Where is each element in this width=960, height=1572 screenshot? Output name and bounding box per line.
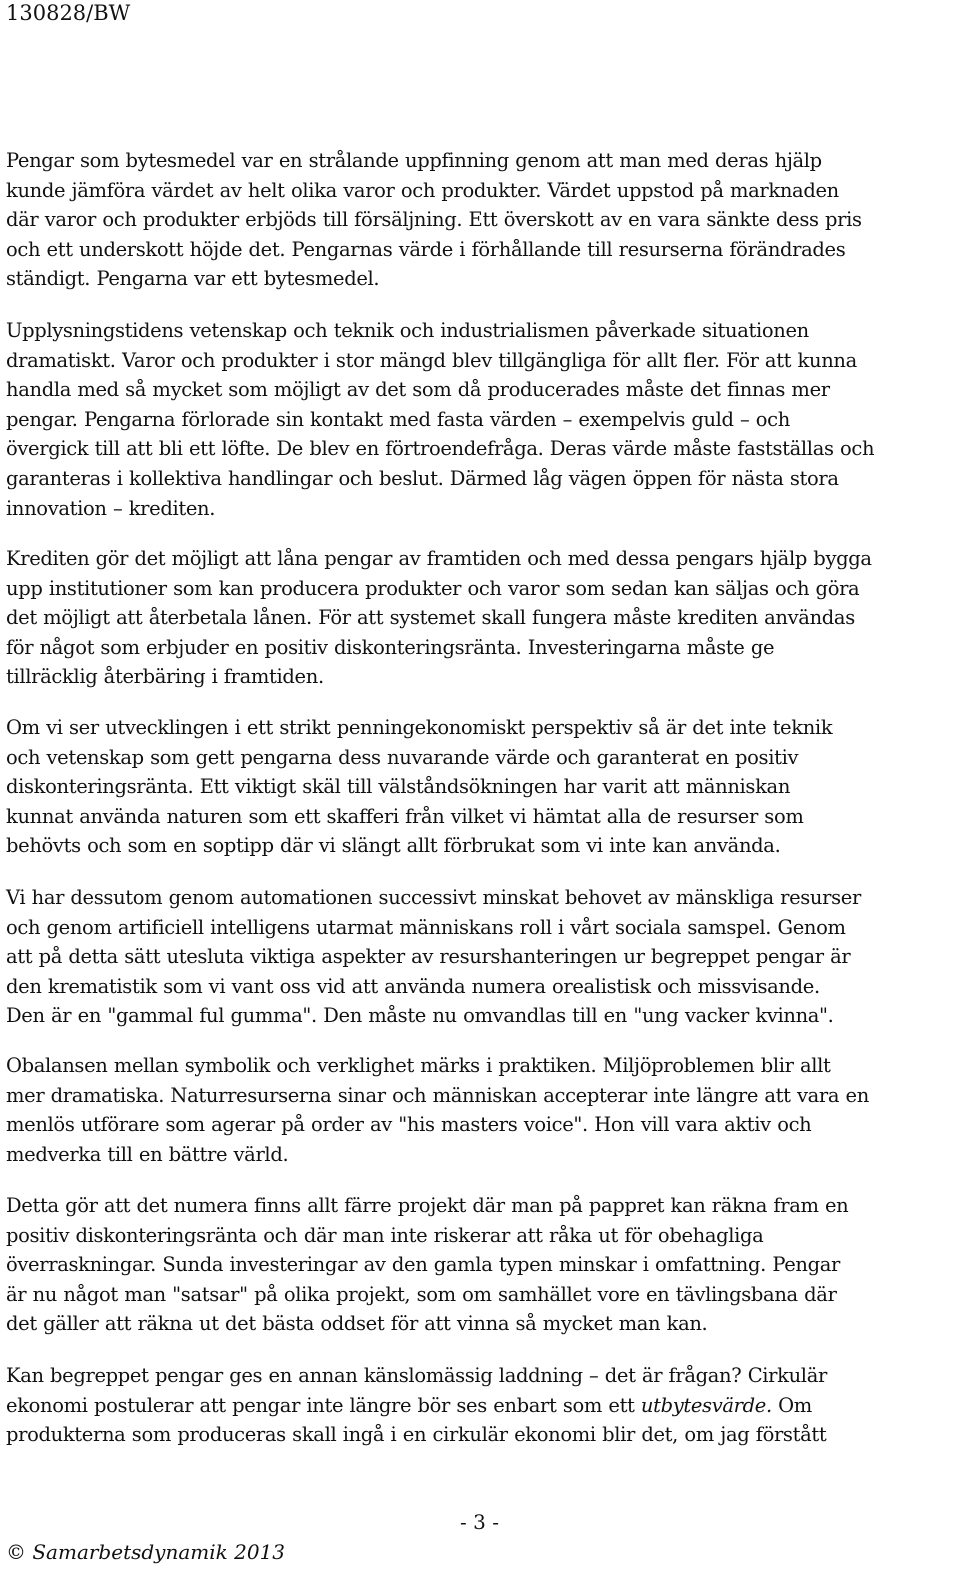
text-line: kunnat använda naturen som ett skafferi från vilket vi hämtat alla de resurser som: [6, 804, 804, 828]
text-line: upp institutioner som kan producera produkter och varor som sedan kan säljas och göra: [6, 576, 860, 600]
text-line: Kan begreppet pengar ges en annan känslomässig laddning – det är frågan? Cirkulär: [6, 1364, 827, 1387]
text-line: och vetenskap som gett pengarna dess nuvarande värde och garanterat en positiv: [6, 745, 799, 769]
document-code: 130828/BW: [6, 1, 131, 25]
paragraph-4: [6, 713, 956, 861]
text-line: pengar. Pengarna förlorade sin kontakt med fasta värden – exempelvis guld – och: [6, 407, 790, 431]
page-number: - 3 -: [460, 1510, 499, 1534]
text-line: dramatiskt. Varor och produkter i stor mängd blev tillgängliga för allt fler. För att kunna: [6, 348, 857, 372]
text-line: garanteras i kollektiva handlingar och beslut. Därmed låg vägen öppen för nästa stora: [6, 466, 839, 490]
paragraph-5: [6, 883, 956, 1031]
text-segment: Om: [771, 1393, 812, 1417]
text-line: Den är en "gammal ful gumma". Den måste nu omvandlas till en "ung vacker kvinna".: [6, 1004, 834, 1028]
text-segment: ekonomi postulerar att pengar inte längre bör ses enbart som ett: [6, 1393, 641, 1417]
text-line: menlös utförare som agerar på order av "his masters voice". Hon vill vara aktiv och: [6, 1113, 812, 1137]
text-line: medverka till en bättre värld.: [6, 1142, 289, 1166]
paragraph-2: [6, 316, 956, 523]
text-line: det gäller att räkna ut det bästa oddset för att vinna så mycket man kan.: [6, 1312, 708, 1336]
text-line: är nu något man "satsar" på olika projekt, som om samhället vore en tävlingsbana där: [6, 1282, 837, 1306]
text-line: där varor och produkter erbjöds till försäljning. Ett överskott av en vara sänkte dess pris: [6, 208, 862, 232]
paragraph-3: [6, 544, 956, 692]
text-line: behövts och som en soptipp där vi slängt allt förbrukat som vi inte kan använda.: [6, 834, 781, 858]
text-line: ständigt. Pengarna var ett bytesmedel.: [6, 267, 380, 291]
text-line: kunde jämföra värdet av helt olika varor och produkter. Värdet uppstod på marknaden: [6, 178, 839, 202]
text-line: Pengar som bytesmedel var en strålande uppfinning genom att man med deras hjälp: [6, 149, 822, 172]
text-line: och genom artificiell intelligens utarmat människans roll i vårt sociala samspel. Genom: [6, 915, 846, 939]
text-line: Om vi ser utvecklingen i ett strikt penningekonomiskt perspektiv så är det inte teknik: [6, 716, 833, 739]
text-line: [6, 1391, 956, 1421]
paragraph-1: [6, 146, 956, 294]
text-line: positiv diskonteringsränta och där man inte riskerar att råka ut för obehagliga: [6, 1223, 764, 1247]
text-line: Krediten gör det möjligt att låna pengar av framtiden och med dessa pengars hjälp bygga: [6, 547, 872, 570]
text-line: och ett underskott höjde det. Pengarnas värde i förhållande till resurserna förändrades: [6, 237, 846, 261]
text-line: Upplysningstidens vetenskap och teknik och industrialismen påverkade situationen: [6, 319, 809, 342]
text-line: det möjligt att återbetala lånen. För att systemet skall fungera måste krediten användas: [6, 606, 855, 630]
text-line: diskonteringsränta. Ett viktigt skäl till välståndsökningen har varit att människan: [6, 775, 791, 799]
emphasized-term: utbytesvärde.: [640, 1393, 772, 1417]
text-line: handla med så mycket som möjligt av det som då producerades måste det finnas mer: [6, 378, 830, 402]
text-line: Vi har dessutom genom automationen successivt minskat behovet av mänskliga resurser: [6, 886, 861, 909]
paragraph-7: [6, 1191, 956, 1339]
text-line: Obalansen mellan symbolik och verklighet märks i praktiken. Miljöproblemen blir allt: [6, 1054, 831, 1077]
text-line: den krematistik som vi vant oss vid att använda numera orealistisk och missvisande.: [6, 974, 820, 998]
text-line: för något som erbjuder en positiv diskonteringsränta. Investeringarna måste ge: [6, 635, 775, 659]
text-line: mer dramatiska. Naturresurserna sinar och människan accepterar inte längre att vara en: [6, 1083, 869, 1107]
paragraph-8: [6, 1361, 956, 1450]
text-line: innovation – krediten.: [6, 496, 216, 520]
text-line: överraskningar. Sunda investeringar av den gamla typen minskar i omfattning. Pengar: [6, 1253, 840, 1277]
text-line: tillräcklig återbäring i framtiden.: [6, 665, 324, 689]
text-line: att på detta sätt utesluta viktiga aspekter av resurshanteringen ur begreppet pengar är: [6, 945, 851, 969]
text-line: Detta gör att det numera finns allt färre projekt där man på pappret kan räkna fram en: [6, 1194, 849, 1217]
paragraph-6: [6, 1051, 956, 1169]
text-line: produkterna som produceras skall ingå i en cirkulär ekonomi blir det, om jag förstått: [6, 1423, 827, 1447]
text-line: övergick till att bli ett löfte. De blev en förtroendefråga. Deras värde måste fastställas och: [6, 437, 875, 461]
copyright-notice: © Samarbetsdynamik 2013: [6, 1540, 286, 1564]
